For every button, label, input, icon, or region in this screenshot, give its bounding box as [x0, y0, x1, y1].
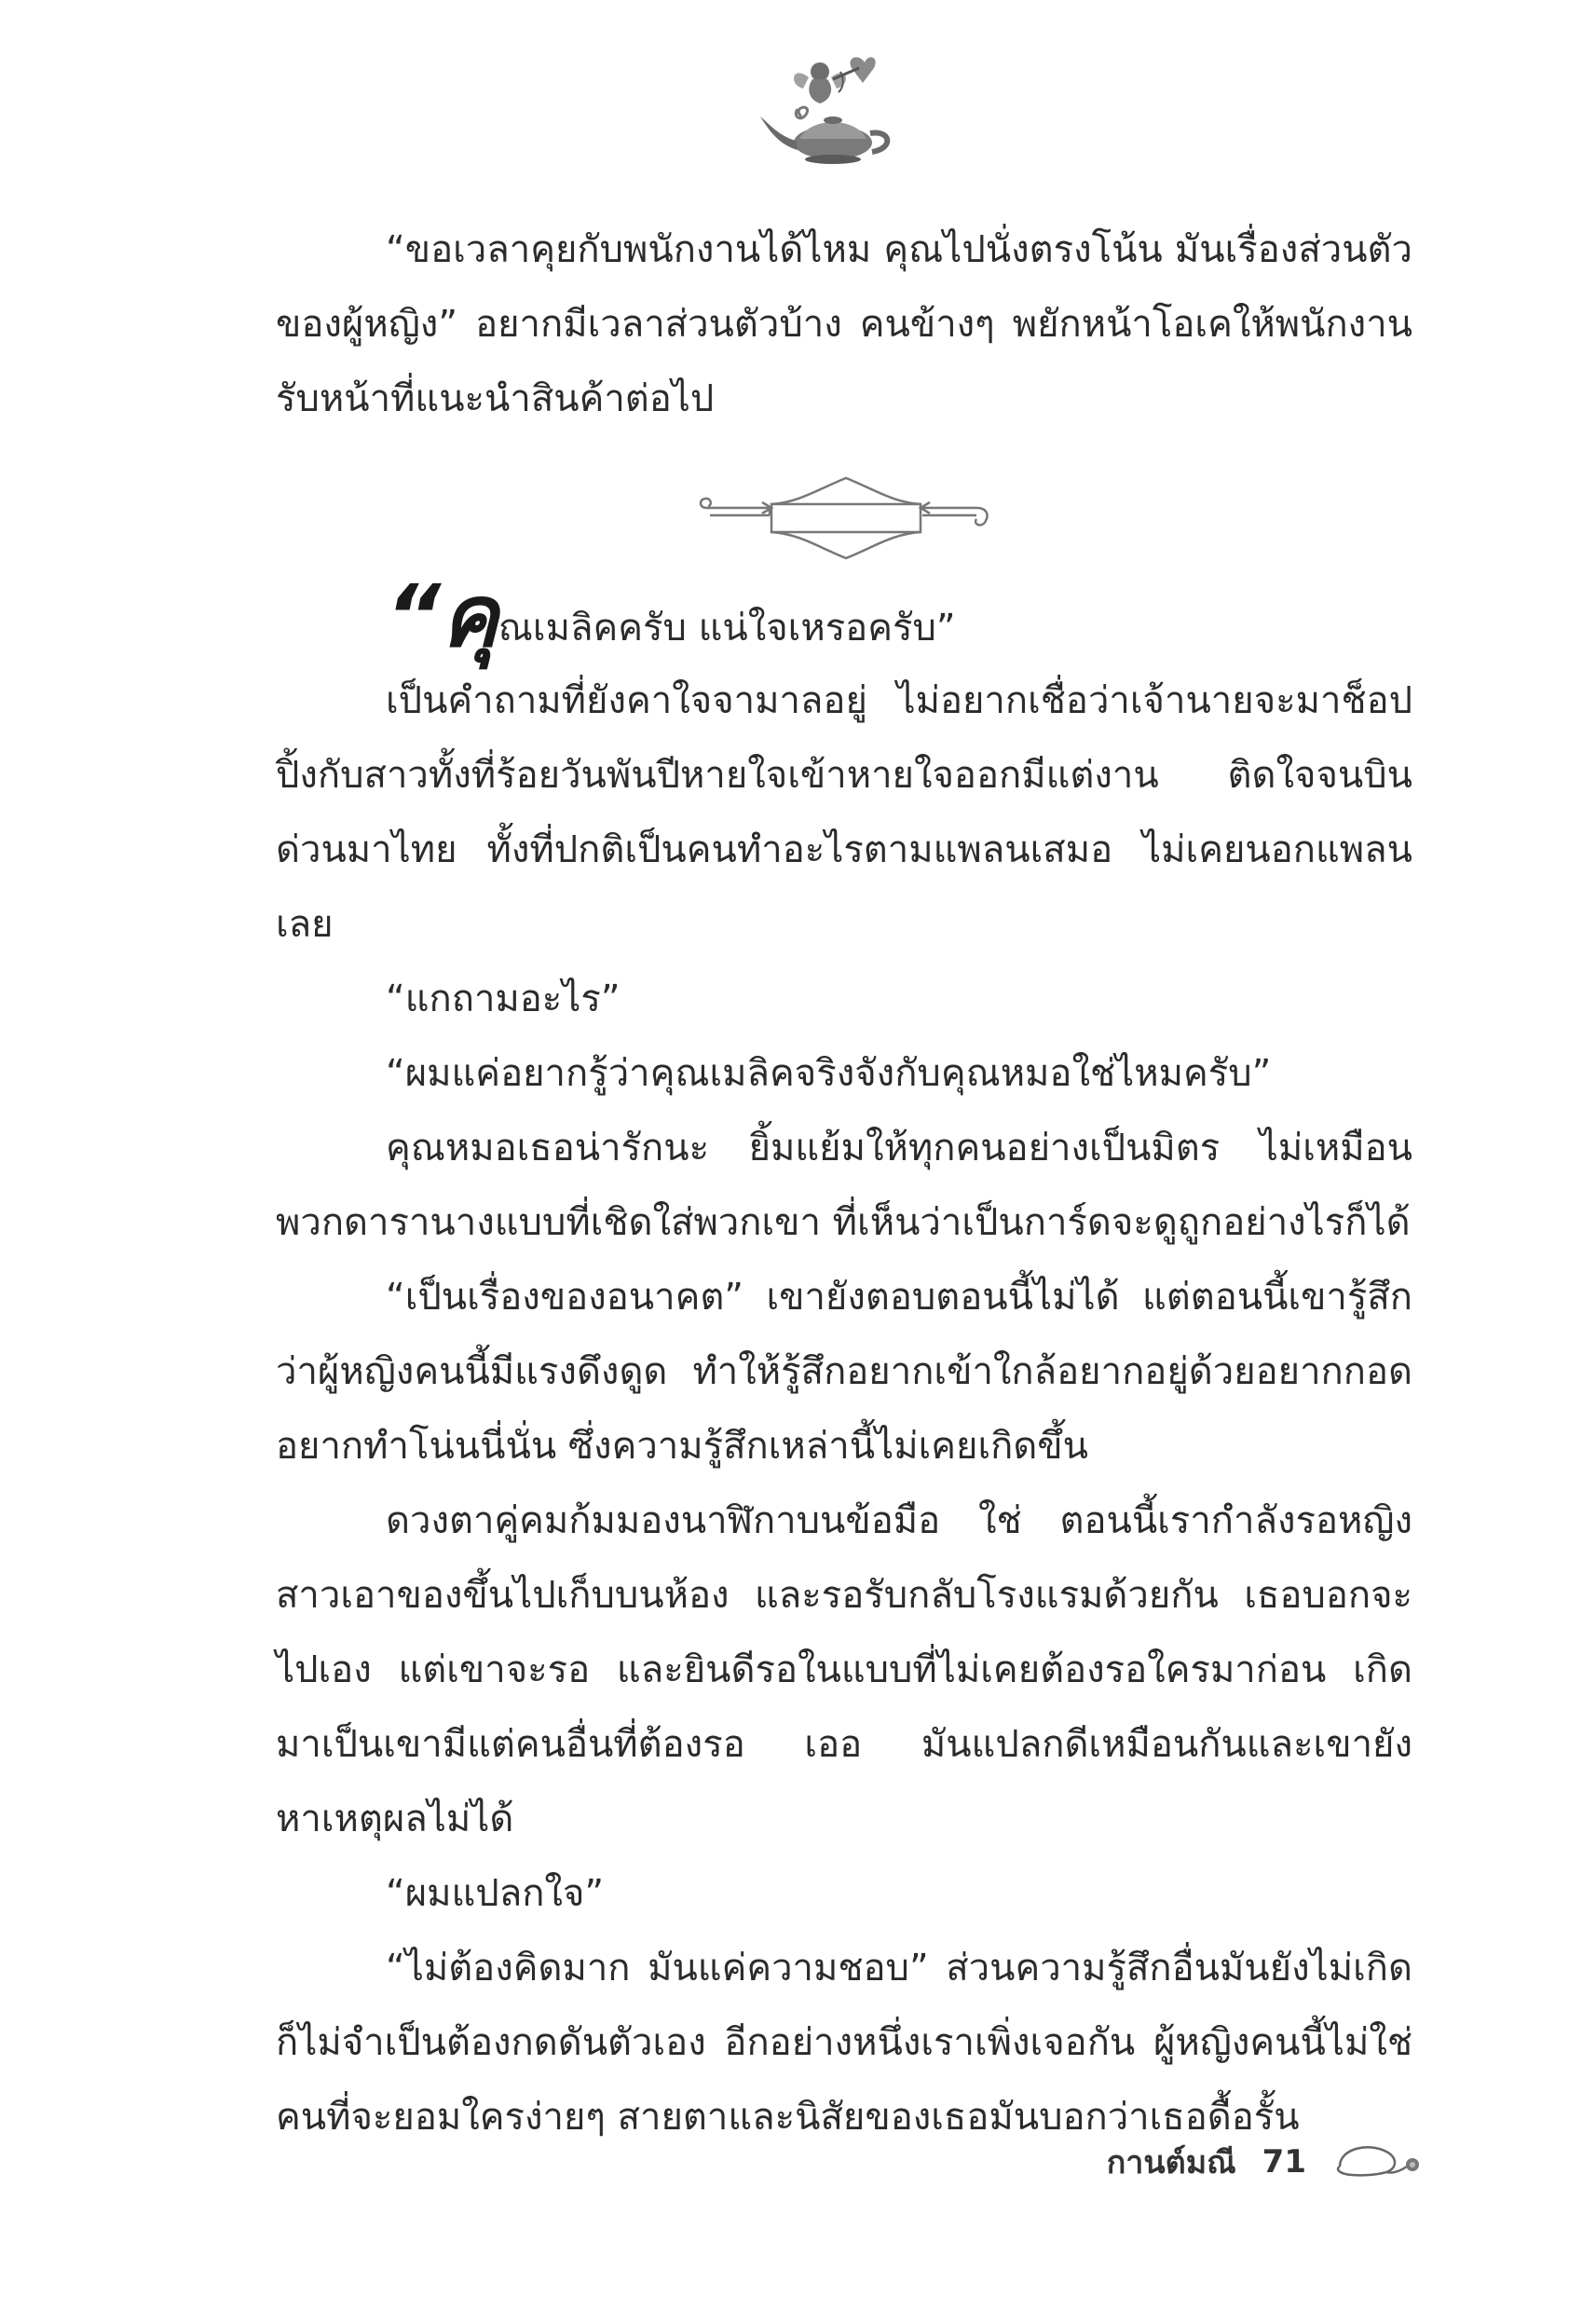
page-footer [988, 2134, 1425, 2190]
paragraph: เป็นคำถามที่ยังคาใจจามาลอยู่ ไม่อยากเชื่อว่าเจ้านายจะมาช็อปปิ้งกับสาวทั้งที่ร้อยวันพันปีหายใจเข้าหายใจออกมีแต่งาน ติดใจจนบินด่วนมาไทย ทั้งที่ปกติเป็นคนทำอะไรตามแพลนเสมอ ไม่เคยนอกแพลนเลย [276, 679, 1412, 946]
text-block-2 [276, 567, 1412, 2154]
chapter-opening-line [276, 567, 1412, 666]
paragraph: “ผมแปลกใจ” [386, 1872, 605, 1915]
paragraph: “ผมแค่อยากรู้ว่าคุณเมลิคจริงจังกับคุณหมอใช่ไหมครับ” [386, 1052, 1272, 1095]
opening-line-text: ณเมลิคครับ แน่ใจเหรอครับ” [498, 607, 956, 650]
paragraph: คุณหมอเธอน่ารักนะ ยิ้มแย้มให้ทุกคนอย่างเป็นมิตร ไม่เหมือนพวกดารานางแบบที่เชิดใส่พวกเขา ที่เห็นว่าเป็นการ์ดจะดูถูกอย่างไรก็ได้ [276, 1127, 1412, 1244]
paragraph: “แกถามอะไร” [386, 978, 621, 1020]
paragraph: “ไม่ต้องคิดมาก มันแค่ความชอบ” ส่วนความรู้สึกอื่นมันยังไม่เกิดก็ไม่จำเป็นต้องกดดันตัวเอง อีกอย่างหนึ่งเราเพิ่งเจอกัน ผู้หญิงคนนี้ไม่ใช่คนที่จะยอมใครง่ายๆ สายตาและนิสัยของเธอมันบอกว่าเธอดื้อรั้น [276, 1947, 1412, 2139]
paragraph: ดวงตาคู่คมก้มมองนาฬิกาบนข้อมือ ใช่ ตอนนี้เรากำลังรอหญิงสาวเอาของขึ้นไปเก็บบนห้อง และรอรับกลับโรงแรมด้วยกัน เธอบอกจะไปเอง แต่เขาจะรอ และยินดีรอในแบบที่ไม่เคยต้องรอใครมาก่อน เกิดมาเป็นเขามีแต่คนอื่นที่ต้องรอ เออ มันแปลกดีเหมือนกันและเขายังหาเหตุผลไม่ได้ [276, 1499, 1412, 1840]
cupid-teapot-icon [755, 51, 904, 172]
page-number: 71 [1262, 2143, 1306, 2181]
text-block-1 [276, 212, 1412, 436]
paragraph: “เป็นเรื่องของอนาคต” เขายังตอบตอนนี้ไม่ได้ แต่ตอนนี้เขารู้สึกว่าผู้หญิงคนนี้มีแรงดึงดูด ทำให้รู้สึกอยากเข้าใกล้อยากอยู่ด้วยอยากกอด อยากทำโน่นนี่นั่น ซึ่งความรู้สึกเหล่านี้ไม่เคยเกิดขึ้น [276, 1276, 1412, 1468]
flourish-divider-icon [697, 471, 995, 564]
paragraph: “ขอเวลาคุยกับพนักงานได้ไหม คุณไปนั่งตรงโน้น มันเรื่องส่วนตัวของผู้หญิง” อยากมีเวลาส่วนตัวบ้าง คนข้างๆ พยักหน้าโอเคให้พนักงานรับหน้าที่แนะนำสินค้าต่อไป [276, 228, 1412, 420]
stethoscope-icon [1332, 2139, 1425, 2185]
drop-cap: “คุ [386, 567, 498, 666]
author-name: กานต์มณี [1106, 2144, 1236, 2181]
